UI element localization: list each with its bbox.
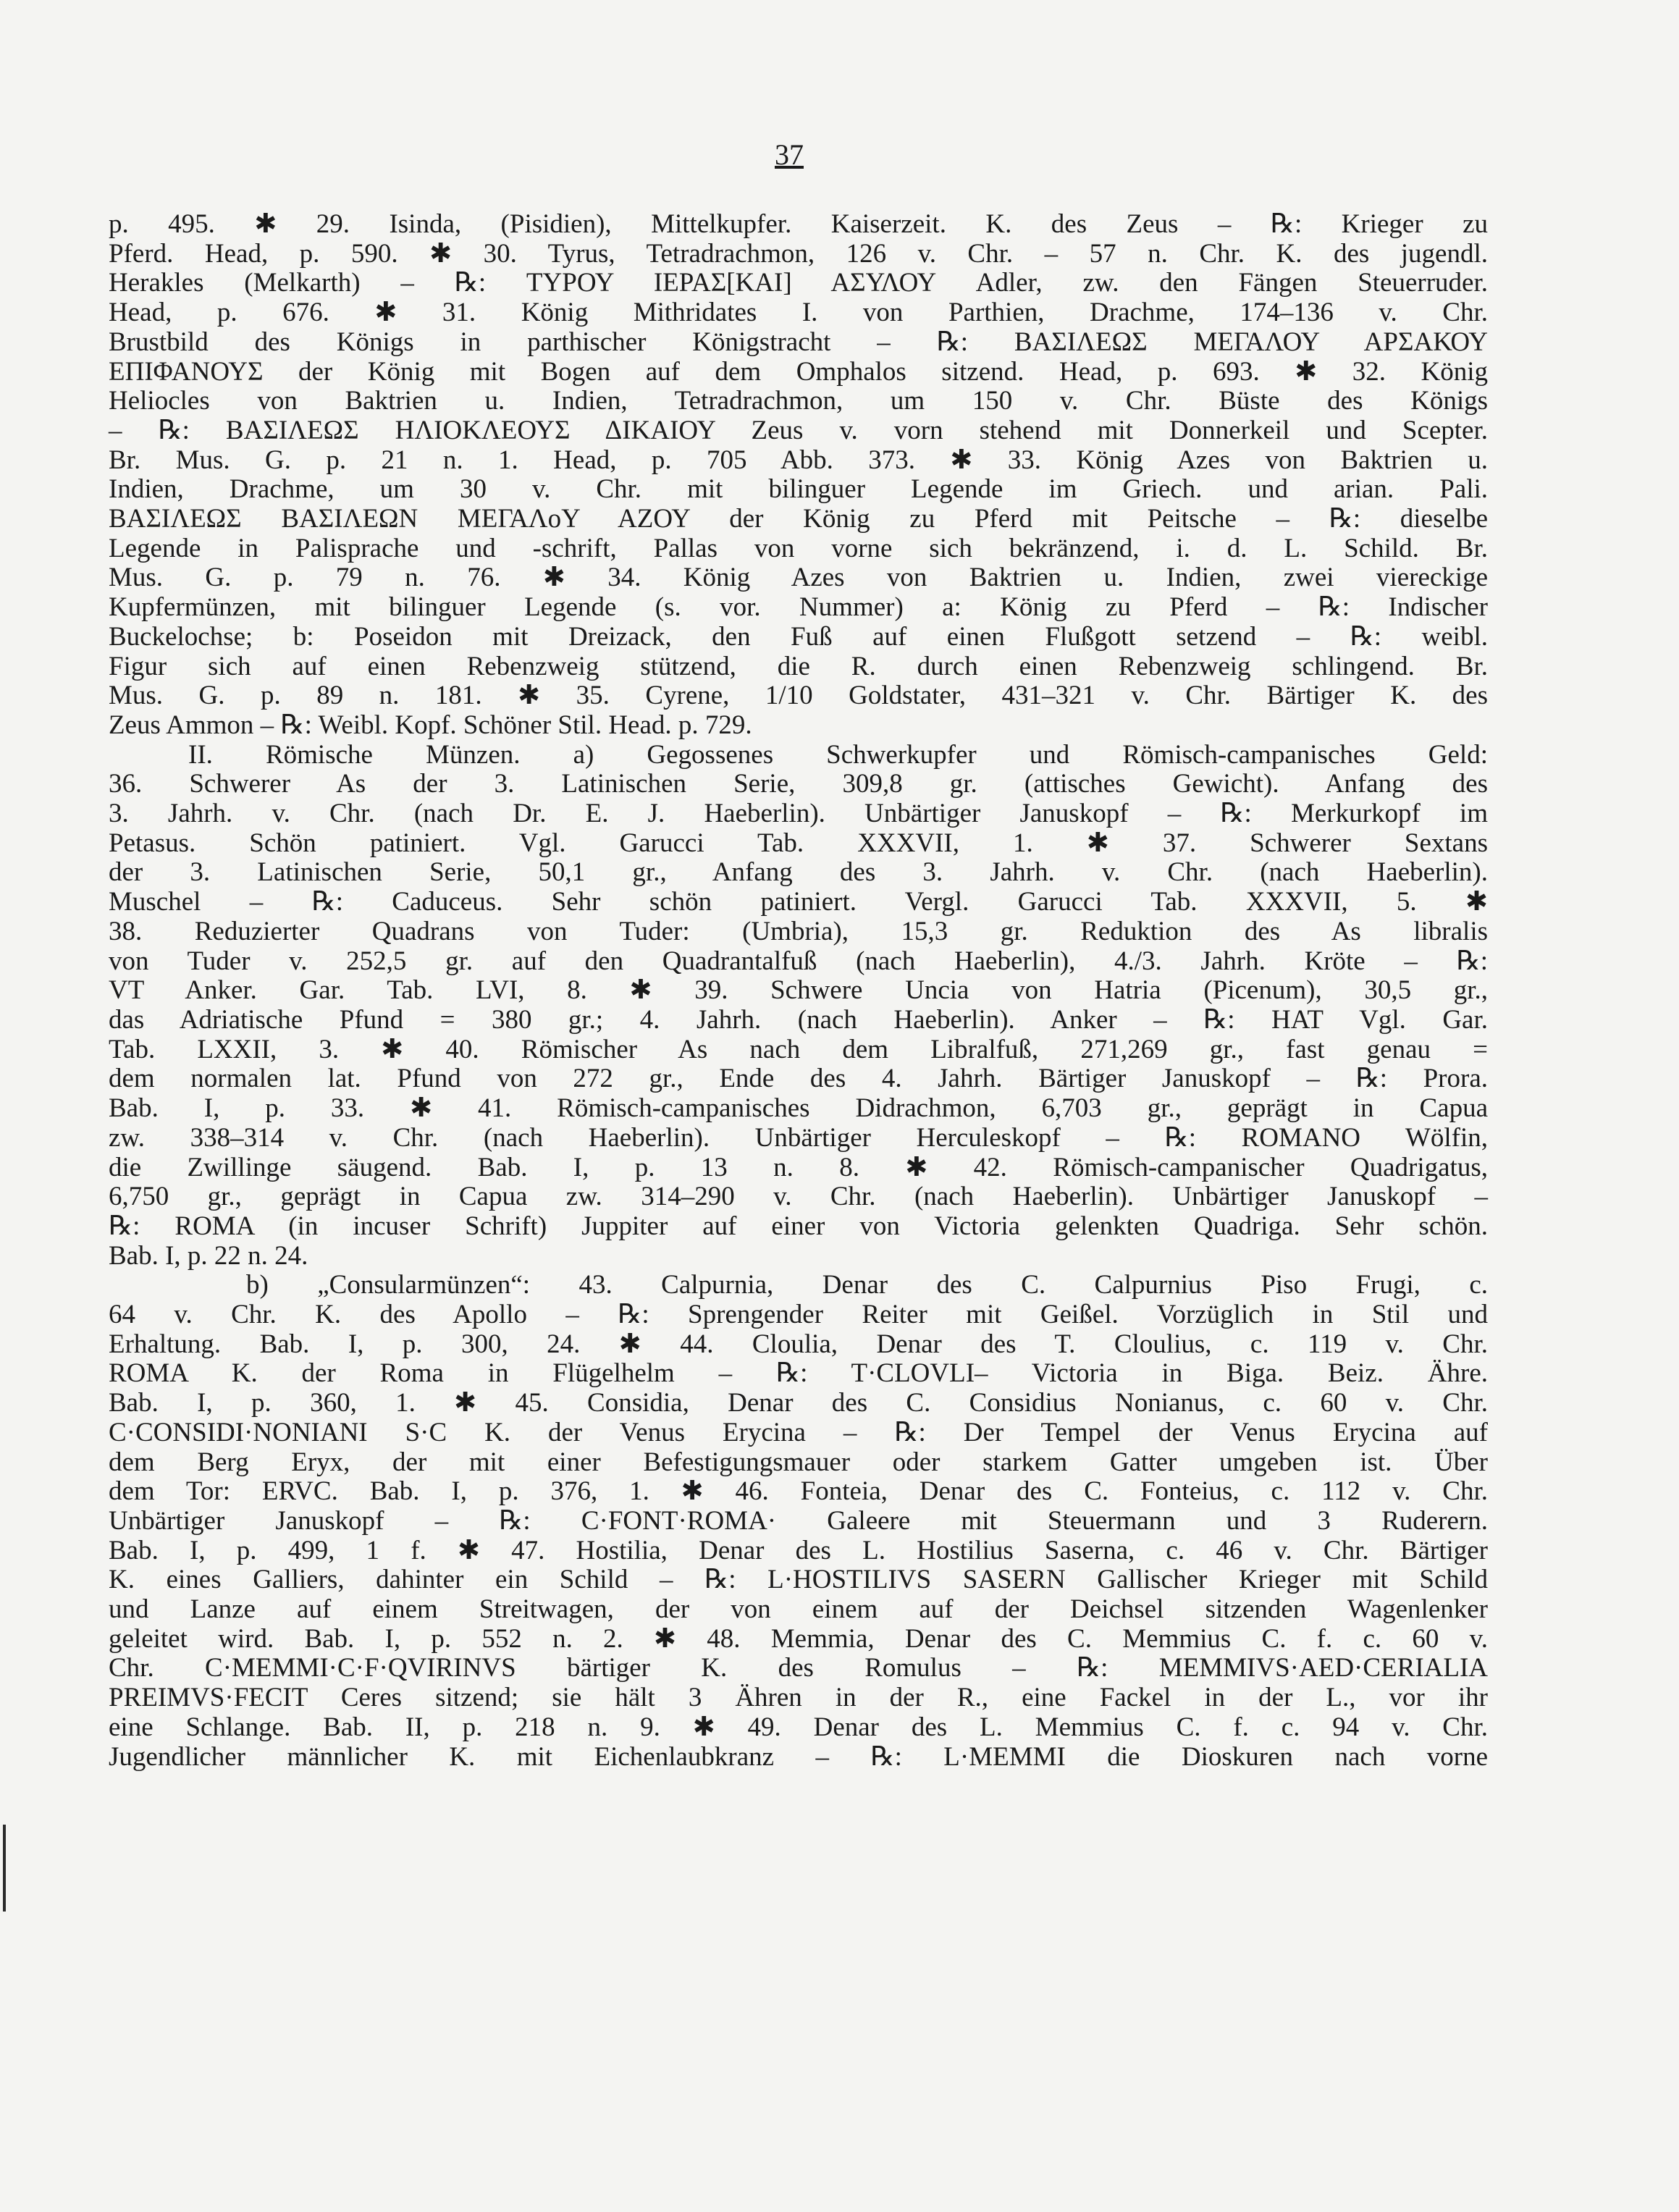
text-line: ℞: ROMA (in incuser Schrift) Juppiter auf einer von Victoria gelenkten Quadriga. Sehr schön. [109,1211,1488,1241]
subsection-heading: b) „Consularmünzen“: 43. Calpurnia, Denar des C. Calpurnius Piso Frugi, c. [246,1270,1488,1300]
text-line: die Zwillinge säugend. Bab. I, p. 13 n. 8. ✱ 42. Römisch-campanischer Quadrigatus, [109,1152,1488,1182]
text-line: das Adriatische Pfund = 380 gr.; 4. Jahrh. (nach Haeberlin). Anker – ℞: HAT Vgl. Gar. [109,1004,1488,1035]
text-line: Buckelochse; b: Poseidon mit Dreizack, den Fuß auf einen Flußgott setzend – ℞: weibl. [109,621,1488,652]
text-line: zw. 338–314 v. Chr. (nach Haeberlin). Unbärtiger Herculeskopf – ℞: ROMANO Wölfin, [109,1122,1488,1153]
page-number: 37 [775,138,804,171]
text-line: und Lanze auf einem Streitwagen, der von einem auf der Deichsel sitzenden Wagenlenker [109,1594,1488,1625]
text-line: Bab. I, p. 499, 1 f. ✱ 47. Hostilia, Denar des L. Hostilius Saserna, c. 46 v. Chr. Bärtiger [109,1535,1488,1565]
text-line: Br. Mus. G. p. 21 n. 1. Head, p. 705 Abb. 373. ✱ 33. König Azes von Baktrien u. [109,445,1488,475]
text-line: Pferd. Head, p. 590. ✱ 30. Tyrus, Tetradrachmon, 126 v. Chr. – 57 n. Chr. K. des jugendl. [109,238,1488,269]
text-line: ΒΑΣΙΛΕΩΣ ΒΑΣΙΛΕΩΝ ΜΕΓΑΛοΥ ΑΖΟΥ der König zu Pferd mit Peitsche – ℞: dieselbe [109,504,1488,534]
text-line: p. 495. ✱ 29. Isinda, (Pisidien), Mittelkupfer. Kaiserzeit. K. des Zeus – ℞: Krieger zu [109,209,1488,239]
text-line: Muschel – ℞: Caduceus. Sehr schön patiniert. Vergl. Garucci Tab. XXXVII, 5. ✱ [109,887,1488,917]
text-line: K. eines Galliers, dahinter ein Schild – ℞: L·HOSTILIVS SASERN Gallischer Krieger mit Schild [109,1565,1488,1595]
text-line: 6,750 gr., geprägt in Capua zw. 314–290 v. Chr. (nach Haeberlin). Unbärtiger Januskopf – [109,1182,1488,1212]
text-line: Zeus Ammon – ℞: Weibl. Kopf. Schöner Stil. Head. p. 729. [109,710,752,740]
text-line: Heliocles von Baktrien u. Indien, Tetradrachmon, um 150 v. Chr. Büste des Königs [109,386,1488,416]
text-line: Bab. I, p. 22 n. 24. [109,1240,308,1271]
text-line: – ℞: ΒΑΣΙΛΕΩΣ ΗΛΙΟΚΛΕΟΥΣ ΔΙΚΑΙΟΥ Zeus v. vorn stehend mit Donnerkeil und Scepter. [109,415,1488,445]
text-line: Bab. I, p. 360, 1. ✱ 45. Considia, Denar des C. Considius Nonianus, c. 60 v. Chr. [109,1388,1488,1418]
text-line: von Tuder v. 252,5 gr. auf den Quadrantalfuß (nach Haeberlin), 4./3. Jahrh. Kröte – ℞: [109,946,1488,976]
text-line: Unbärtiger Januskopf – ℞: C·FONT·ROMA· Galeere mit Steuermann und 3 Ruderern. [109,1505,1488,1536]
text-line: Mus. G. p. 89 n. 181. ✱ 35. Cyrene, 1/10 Goldstater, 431–321 v. Chr. Bärtiger K. des [109,681,1488,711]
catalog-text [109,210,1488,1772]
text-line: Kupfermünzen, mit bilinguer Legende (s. vor. Nummer) a: König zu Pferd – ℞: Indischer [109,592,1488,623]
text-line: Head, p. 676. ✱ 31. König Mithridates I. von Parthien, Drachme, 174–136 v. Chr. [109,298,1488,328]
text-line: der 3. Latinischen Serie, 50,1 gr., Anfang des 3. Jahrh. v. Chr. (nach Haeberlin). [109,857,1488,888]
text-line: 38. Reduzierter Quadrans von Tuder: (Umbria), 15,3 gr. Reduktion des As libralis [109,916,1488,946]
text-line: Herakles (Melkarth) – ℞: ΤΥΡΟΥ ΙΕΡΑΣ[ΚΑΙ] ΑΣΥΛΟΥ Adler, zw. den Fängen Steuerruder. [109,268,1488,298]
text-line: dem normalen lat. Pfund von 272 gr., Ende des 4. Jahrh. Bärtiger Januskopf – ℞: Prora. [109,1064,1488,1094]
text-line: Indien, Drachme, um 30 v. Chr. mit bilinguer Legende im Griech. und arian. Pali. [109,474,1488,505]
scan-edge-mark [3,1825,6,1912]
text-line: C·CONSIDI·NONIANI S·C K. der Venus Erycina – ℞: Der Tempel der Venus Erycina auf [109,1417,1488,1447]
text-line: dem Berg Eryx, der mit einer Befestigungsmauer oder starkem Gatter umgeben ist. Über [109,1447,1488,1477]
text-line: Chr. C·MEMMI·C·F·QVIRINVS bärtiger K. des Romulus – ℞: MEMMIVS·AED·CERIALIA [109,1653,1488,1683]
text-line: Figur sich auf einen Rebenzweig stützend, die R. durch einen Rebenzweig schlingend. Br. [109,651,1488,681]
text-line: Mus. G. p. 79 n. 76. ✱ 34. König Azes von Baktrien u. Indien, zwei viereckige [109,563,1488,593]
text-line: dem Tor: ERVC. Bab. I, p. 376, 1. ✱ 46. Fonteia, Denar des C. Fonteius, c. 112 v. Chr. [109,1476,1488,1507]
text-line: 64 v. Chr. K. des Apollo – ℞: Sprengender Reiter mit Geißel. Vorzüglich in Stil und [109,1300,1488,1330]
text-line: Brustbild des Königs in parthischer Königstracht – ℞: ΒΑΣΙΛΕΩΣ ΜΕΓΑΛΟΥ ΑΡΣΑΚΟΥ [109,327,1488,357]
text-line: Tab. LXXII, 3. ✱ 40. Römischer As nach dem Libralfuß, 271,269 gr., fast genau = [109,1034,1488,1064]
section-heading: II. Römische Münzen. a) Gegossenes Schwerkupfer und Römisch-campanisches Geld: [188,739,1488,770]
text-line: ΕΠΙΦΑΝΟΥΣ der König mit Bogen auf dem Omphalos sitzend. Head, p. 693. ✱ 32. König [109,356,1488,387]
text-line: Petasus. Schön patiniert. Vgl. Garucci Tab. XXXVII, 1. ✱ 37. Schwerer Sextans [109,828,1488,858]
text-line: Legende in Palisprache und -schrift, Pallas von vorne sich bekränzend, i. d. L. Schild. Br. [109,533,1488,563]
text-line: Jugendlicher männlicher K. mit Eichenlaubkranz – ℞: L·MEMMI die Dioskuren nach vorne [109,1741,1488,1772]
text-line: 3. Jahrh. v. Chr. (nach Dr. E. J. Haeberlin). Unbärtiger Januskopf – ℞: Merkurkopf im [109,799,1488,829]
text-line: eine Schlange. Bab. II, p. 218 n. 9. ✱ 49. Denar des L. Memmius C. f. c. 94 v. Chr. [109,1712,1488,1742]
text-line: Bab. I, p. 33. ✱ 41. Römisch-campanisches Didrachmon, 6,703 gr., geprägt in Capua [109,1093,1488,1124]
text-line: VT Anker. Gar. Tab. LVI, 8. ✱ 39. Schwere Uncia von Hatria (Picenum), 30,5 gr., [109,975,1488,1006]
text-line: 36. Schwerer As der 3. Latinischen Serie, 309,8 gr. (attisches Gewicht). Anfang des [109,769,1488,799]
text-line: PREIMVS·FECIT Ceres sitzend; sie hält 3 Ähren in der R., eine Fackel in der L., vor ihr [109,1683,1488,1713]
text-line: Erhaltung. Bab. I, p. 300, 24. ✱ 44. Cloulia, Denar des T. Cloulius, c. 119 v. Chr. [109,1329,1488,1359]
text-line: ROMA K. der Roma in Flügelhelm – ℞: T·CLOVLI– Victoria in Biga. Beiz. Ähre. [109,1358,1488,1389]
text-line: geleitet wird. Bab. I, p. 552 n. 2. ✱ 48. Memmia, Denar des C. Memmius C. f. c. 60 v. [109,1623,1488,1654]
